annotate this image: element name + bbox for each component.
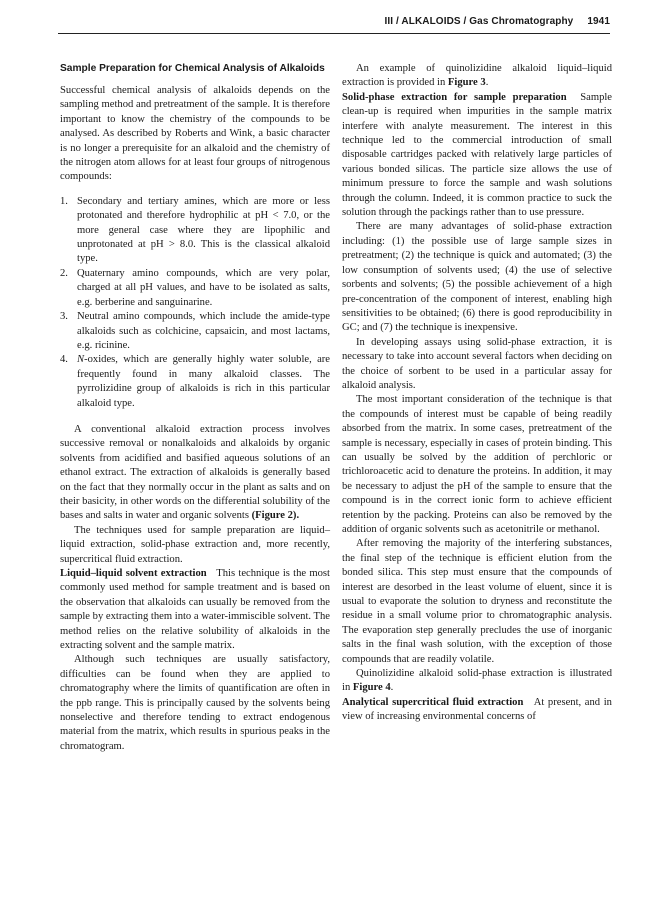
sfe-heading: Analytical supercritical fluid extraction (342, 696, 524, 708)
header-rule (58, 33, 610, 34)
left-column (60, 62, 330, 754)
n-italic: N (77, 354, 85, 366)
limitations-paragraph: Although such techniques are usually satisfactory, difficulties can be found when they are applied to chromatography where the limits of quantification are often in the ppb range. This is principally caused by the solvents being nonselective and therefore tending to extract endogenous material from the matrix, which results in spurious peaks in the chromatogram. (60, 654, 330, 752)
list-item-number: 2. (60, 267, 68, 279)
list-item-text: Secondary and tertiary amines, which are more or less protonated and therefore hydrophilic at pH < 7.0, or the more general case where they are lipophilic and unprotonated at pH > 8.0. This is the classical alkaloid type. (77, 195, 330, 265)
spe-text: Sample clean-up is required when impurities in the sample matrix interfere with analyte measurement. The interest in this technique led to the commercial introduction of small disposable cartridges packed with relatively large particles of various bonded silicas. The particle size allows the use of minimum pressure to force the sample and wash solutions through the column. Indeed, it is common practice to suck the solution through the packings rather than to use pressure. (342, 91, 613, 219)
lle-text: This technique is the most commonly used method for sample treatment and is based on the observation that alkaloids can usually be removed from the sample by extracting them into a water-immiscible solvent. The method relies on the relative solubility of alkaloids in the extracting solvent and the sample matrix. (60, 568, 330, 652)
section-heading-sample-preparation: Sample Preparation for Chemical Analysis of Alkaloids (60, 63, 325, 74)
quinolizidine-paragraph: Quinolizidine alkaloid solid-phase extraction is illustrated in Figure 4. (342, 668, 612, 694)
list-item-text: Quaternary amino compounds, which are very polar, charged at all pH values, and have to be isolated as salts, e.g. berberine and sanguinarine. (77, 267, 330, 308)
assay-paragraph: In developing assays using solid-phase extraction, it is necessary to take into account several factors when deciding on the choice of sorbent to be used in a particular assay for alkaloid analysis. (342, 336, 612, 391)
list-item-number: 1. (60, 195, 68, 207)
list-item-text (77, 354, 330, 408)
quinolizidine-text: Quinolizidine alkaloid solid-phase extraction is illustrated in (342, 668, 612, 694)
right-column (342, 62, 612, 725)
lle-example-paragraph: An example of quinolizidine alkaloid liquid–liquid extraction is provided in Figure 3. (342, 63, 612, 89)
intro-paragraph: Successful chemical analysis of alkaloids depends on the sampling method and pretreatment of the sample. It is therefore important to know the chemistry of the compounds to be analysed. As described by Roberts and Wink, a basic character is no longer a prerequisite for an alkaloid and the chemistry of the nitrogen atom allows for at least four groups of nitrogenous compounds: (60, 85, 330, 183)
advantages-paragraph: There are many advantages of solid-phase extraction including: (1) the possible use of large sample sizes in pretreatment; (2) the technique is quick and automated; (3) the low consumption of solvents used; (4) the use of selective sorbents and solvents; (5) the possible achievement of a high pre-concentration of the component of interest, enabling high sensitivities to be obtained; (6) there is good reproducibility in GC; and (7) the technique is inexpensive. (342, 221, 612, 334)
nitrogen-groups-list (60, 195, 330, 411)
consideration-paragraph: The most important consideration of the technique is that the compounds of interest must be capable of being readily absorbed from the matrix. In some cases, pretreatment of the sample is necessary, especially in cases of protein binding. This can usually be solved by the addition of perchloric or trichloroacetic acid to denature the proteins. In addition, it may be necessary to adjust the pH of the sample to ensure that the compound is in the correct ionic form to achieve efficient retention by the packing. Proteins can also be removed by the addition of organic solvents such as acetonitrile or methanol. (342, 394, 612, 535)
figure-3-ref[interactable]: Figure 3 (447, 77, 486, 89)
list-item-number: 4. (60, 354, 68, 366)
list-item-number: 3. (60, 311, 68, 323)
list-item (60, 195, 330, 267)
sfe-text: At present, and in view of increasing environmental concerns of (342, 696, 612, 723)
extraction-paragraph (60, 423, 330, 524)
lle-example-text: An example of quinolizidine alkaloid liquid–liquid extraction is provided in (342, 63, 612, 89)
figure-2-ref[interactable]: (Figure 2). (251, 510, 300, 522)
lle-heading: Liquid–liquid solvent extraction (60, 568, 207, 579)
sfe-paragraph (342, 696, 612, 725)
spe-heading: Solid-phase extraction for sample preparation (342, 91, 567, 103)
running-head (385, 16, 610, 27)
page-number: 1941 (587, 16, 610, 27)
spe-paragraph (342, 91, 612, 221)
list-item-text: Neutral amino compounds, which include the amide-type alkaloids such as colchicine, capsaicin, and most lactams, e.g. ricinine. (77, 311, 330, 351)
figure-4-ref[interactable]: Figure 4 (352, 682, 391, 694)
list-item (60, 310, 330, 353)
elution-paragraph: After removing the majority of the interfering substances, the final step of the technique is efficient elution from the bonded silica. This step must ensure that the compounds of interest are desorbed in the least volume of eluent, since it is usual to evaporate the solution to dryness and reconstitute the residue in a small volume prior to chromatographic analysis. The evaporation step generally precludes the use of inorganic salts in the final wash solution, with the exception of those compounds that are readily volatile. (342, 538, 612, 665)
extraction-text: A conventional alkaloid extraction process involves successive removal or nonalkaloids and alkaloids by organic solvents from acidified and basified aqueous solutions of an ethanol extract. The extraction of alkaloids is generally based on the fact that they normally occur in the plant as salts and on their basicity, in other words on the differential solubility of the bases and salts in water and organic solvents (60, 423, 330, 522)
running-title: III / ALKALOIDS / Gas Chromatography (384, 16, 574, 27)
list-item-text-rest: -oxides, which are generally highly water soluble, are frequently found in many alkaloid classes. The pyrrolizidine group of alkaloids is rich in this particular alkaloid type. (77, 354, 330, 409)
techniques-paragraph: The techniques used for sample preparation are liquid–liquid extraction, solid-phase extraction and, more recently, supercritical fluid extraction. (60, 524, 330, 565)
list-item (60, 353, 330, 411)
lle-paragraph (60, 567, 330, 653)
list-item (60, 267, 330, 310)
